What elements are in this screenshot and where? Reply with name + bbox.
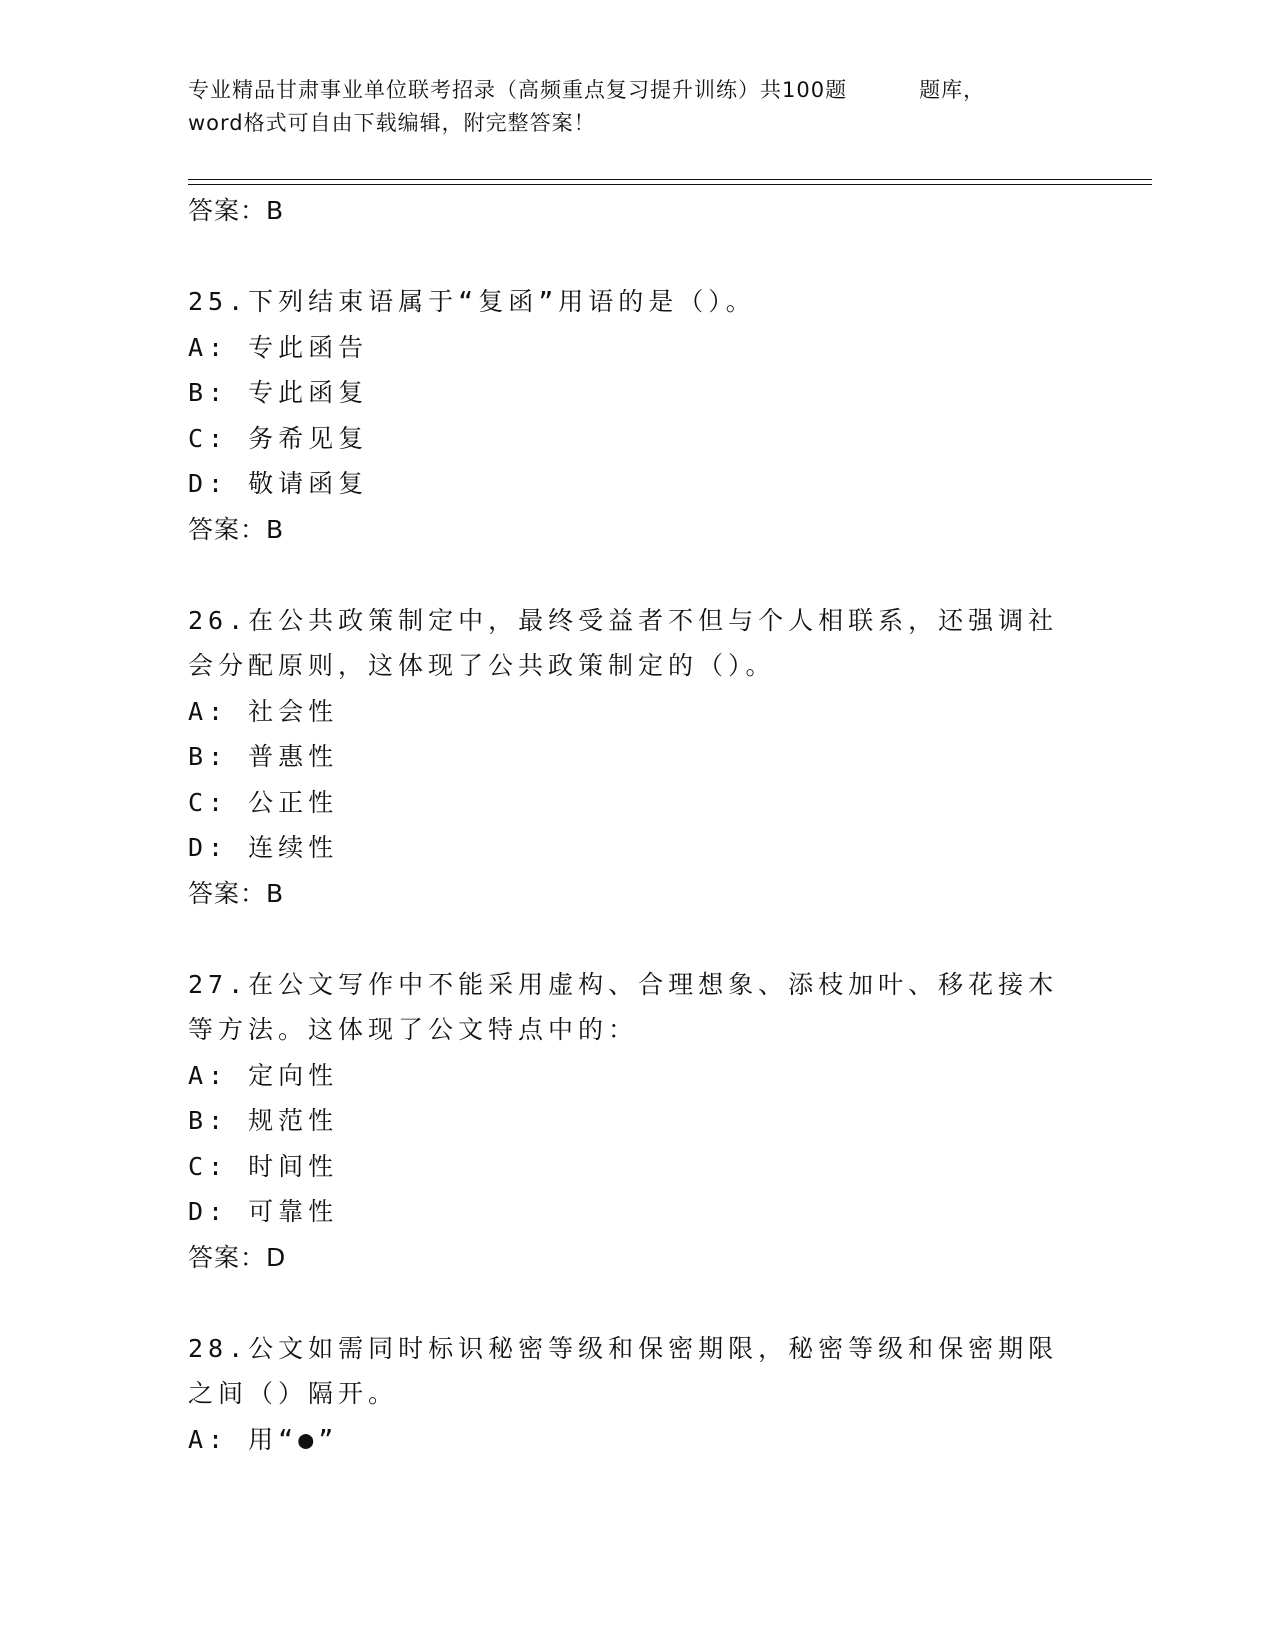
option-b — [188, 1098, 1088, 1144]
option-text: 定向性 — [248, 1060, 339, 1090]
option-a — [188, 325, 1088, 371]
option-letter: A: — [188, 332, 229, 362]
option-text: 规范性 — [248, 1106, 339, 1135]
header-title: 专业精品甘肃事业单位联考招录（高频重点复习提升训练）共100题 — [188, 78, 848, 102]
option-text: 务希见复 — [248, 423, 369, 453]
option-text: 专此函告 — [248, 332, 369, 362]
option-letter: D: — [188, 1197, 229, 1226]
option-letter: D: — [188, 469, 229, 498]
question-25 — [188, 279, 1088, 552]
option-d — [188, 825, 1088, 871]
option-letter: B: — [188, 1106, 229, 1135]
option-d — [188, 1189, 1088, 1235]
answer-line: 答案：B — [188, 878, 285, 908]
option-c — [188, 416, 1088, 462]
option-a — [188, 1053, 1088, 1099]
header-divider-top — [188, 179, 1152, 180]
question-stem: 25.下列结束语属于“复函”用语的是（）。 — [188, 287, 756, 316]
question-stem: 28.公文如需同时标识秘密等级和保密期限，秘密等级和保密期限之间（）隔开。 — [188, 1333, 1059, 1408]
question-stem: 27.在公文写作中不能采用虚构、合理想象、添枝加叶、移花接木等方法。这体现了公文特点中的： — [188, 969, 1059, 1044]
option-letter: B: — [188, 742, 229, 771]
answer-line: 答案：B — [188, 196, 285, 225]
option-letter: B: — [188, 378, 229, 407]
question-28 — [188, 1326, 1088, 1463]
header-line-1 — [188, 74, 1088, 107]
option-letter: A: — [188, 696, 229, 726]
option-text: 社会性 — [248, 696, 339, 726]
option-letter: C: — [188, 1151, 229, 1181]
answer-line: 答案：B — [188, 514, 285, 544]
option-a — [188, 689, 1088, 735]
option-text: 可靠性 — [248, 1197, 339, 1226]
option-letter: C: — [188, 787, 229, 817]
option-b — [188, 370, 1088, 416]
page-header — [188, 74, 1088, 140]
option-d — [188, 461, 1088, 507]
option-a — [188, 1417, 1088, 1463]
option-b — [188, 734, 1088, 780]
option-letter: A: — [188, 1424, 229, 1454]
option-letter: C: — [188, 423, 229, 453]
option-letter: A: — [188, 1060, 229, 1090]
option-text: 专此函复 — [248, 378, 369, 407]
header-divider-bottom — [188, 184, 1152, 185]
option-c — [188, 780, 1088, 826]
answer-line: 答案：D — [188, 1242, 287, 1272]
option-text: 敬请函复 — [248, 469, 369, 498]
document-body — [188, 188, 1088, 1462]
option-letter: D: — [188, 833, 229, 862]
option-text: 公正性 — [248, 787, 339, 817]
option-text: 普惠性 — [248, 742, 339, 771]
header-line-2: word格式可自由下载编辑，附完整答案！ — [188, 111, 596, 135]
option-text: 用“●” — [248, 1424, 339, 1454]
question-stem: 26.在公共政策制定中，最终受益者不但与个人相联系，还强调社会分配原则，这体现了公共政策制定的（）。 — [188, 605, 1059, 680]
question-27 — [188, 962, 1088, 1280]
header-title-suffix: 题库， — [919, 78, 986, 102]
question-26 — [188, 598, 1088, 916]
option-text: 时间性 — [248, 1151, 339, 1181]
option-text: 连续性 — [248, 833, 339, 862]
option-c — [188, 1144, 1088, 1190]
